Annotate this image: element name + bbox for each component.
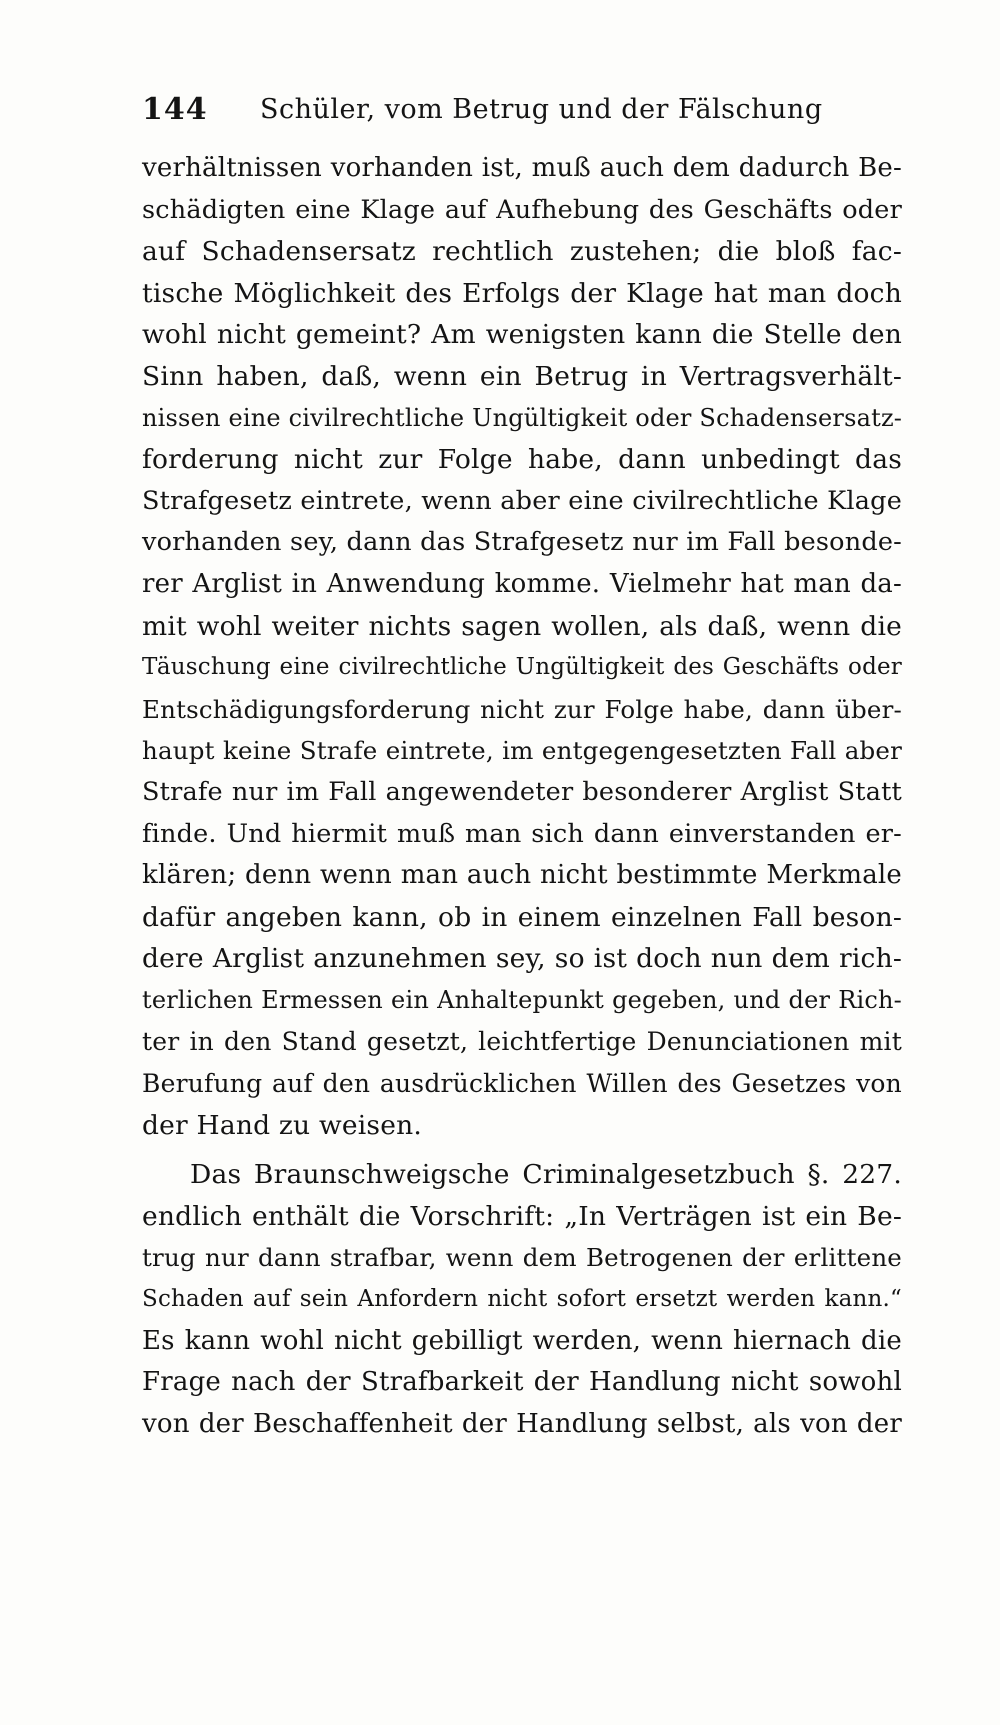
text-line: dere Arglist anzunehmen sey, so ist doch nun dem rich- [142,943,902,975]
text-line: Frage nach der Strafbarkeit der Handlung nicht sowohl [142,1367,902,1398]
text-line: haupt keine Strafe eintrete, im entgegengesetzten Fall aber [142,736,902,766]
text-line: Es kann wohl nicht gebilligt werden, wenn hiernach die [142,1325,902,1356]
page-number: 144 [142,92,208,127]
paragraph-gap [142,1146,902,1154]
text-line: Entschädigungsforderung nicht zur Folge habe, dann über- [142,694,902,724]
text-line: der Hand zu weisen. [142,1109,422,1141]
text-line: wohl nicht gemeint? Am wenigsten kann die Stelle den [142,319,902,351]
text-line: mit wohl weiter nichts sagen wollen, als daß, wenn die [142,610,902,642]
text-line: Täuschung eine civilrechtliche Ungültigkeit des Geschäfts oder [142,654,902,681]
text-line: Das Braunschweigsche Criminalgesetzbuch §. 227. [190,1159,902,1191]
running-head: Schüler, vom Betrug und der Fälschung [260,94,823,125]
text-line: forderung nicht zur Folge habe, dann unbedingt das [142,444,902,476]
text-line: Strafgesetz eintrete, wenn aber eine civilrechtliche Klage [142,485,902,516]
body-text [142,148,902,1445]
text-line: dafür angeben kann, ob in einem einzelnen Fall beson- [142,901,902,933]
text-line: endlich enthält die Vorschrift: „In Verträgen ist ein Be- [142,1200,902,1232]
text-line: Sinn haben, daß, wenn ein Betrug in Vertragsverhält- [142,360,902,392]
text-line: Berufung auf den ausdrücklichen Willen des Gesetzes von [142,1069,902,1099]
text-line: Schaden auf sein Anfordern nicht sofort ersetzt werden kann.“ [142,1286,902,1313]
text-line: klären; denn wenn man auch nicht bestimmte Merkmale [142,860,902,891]
text-line: verhältnissen vorhanden ist, muß auch dem dadurch Be- [142,153,902,183]
text-line: Strafe nur im Fall angewendeter besonderer Arglist Statt [142,776,902,807]
text-line: schädigten eine Klage auf Aufhebung des Geschäfts oder [142,194,902,225]
text-line: trug nur dann strafbar, wenn dem Betrogenen der erlittene [142,1243,902,1273]
text-line: von der Beschaffenheit der Handlung selbst, als von der [142,1408,902,1439]
text-line: tische Möglichkeit des Erfolgs der Klage hat man doch [142,277,902,309]
text-line: terlichen Ermessen ein Anhaltepunkt gegeben, und der Rich- [142,985,902,1014]
text-line: rer Arglist in Anwendung komme. Vielmehr hat man da- [142,568,902,599]
text-line: vorhanden sey, dann das Strafgesetz nur im Fall besonde- [142,527,902,558]
text-line: ter in den Stand gesetzt, leichtfertige Denunciationen mit [142,1027,902,1057]
text-line: nissen eine civilrechtliche Ungültigkeit oder Schadensersatz- [142,403,903,432]
text-line: auf Schadensersatz rechtlich zustehen; die bloß fac- [142,236,902,268]
page-header [142,92,902,136]
text-line: finde. Und hiermit muß man sich dann einverstanden er- [142,818,902,849]
